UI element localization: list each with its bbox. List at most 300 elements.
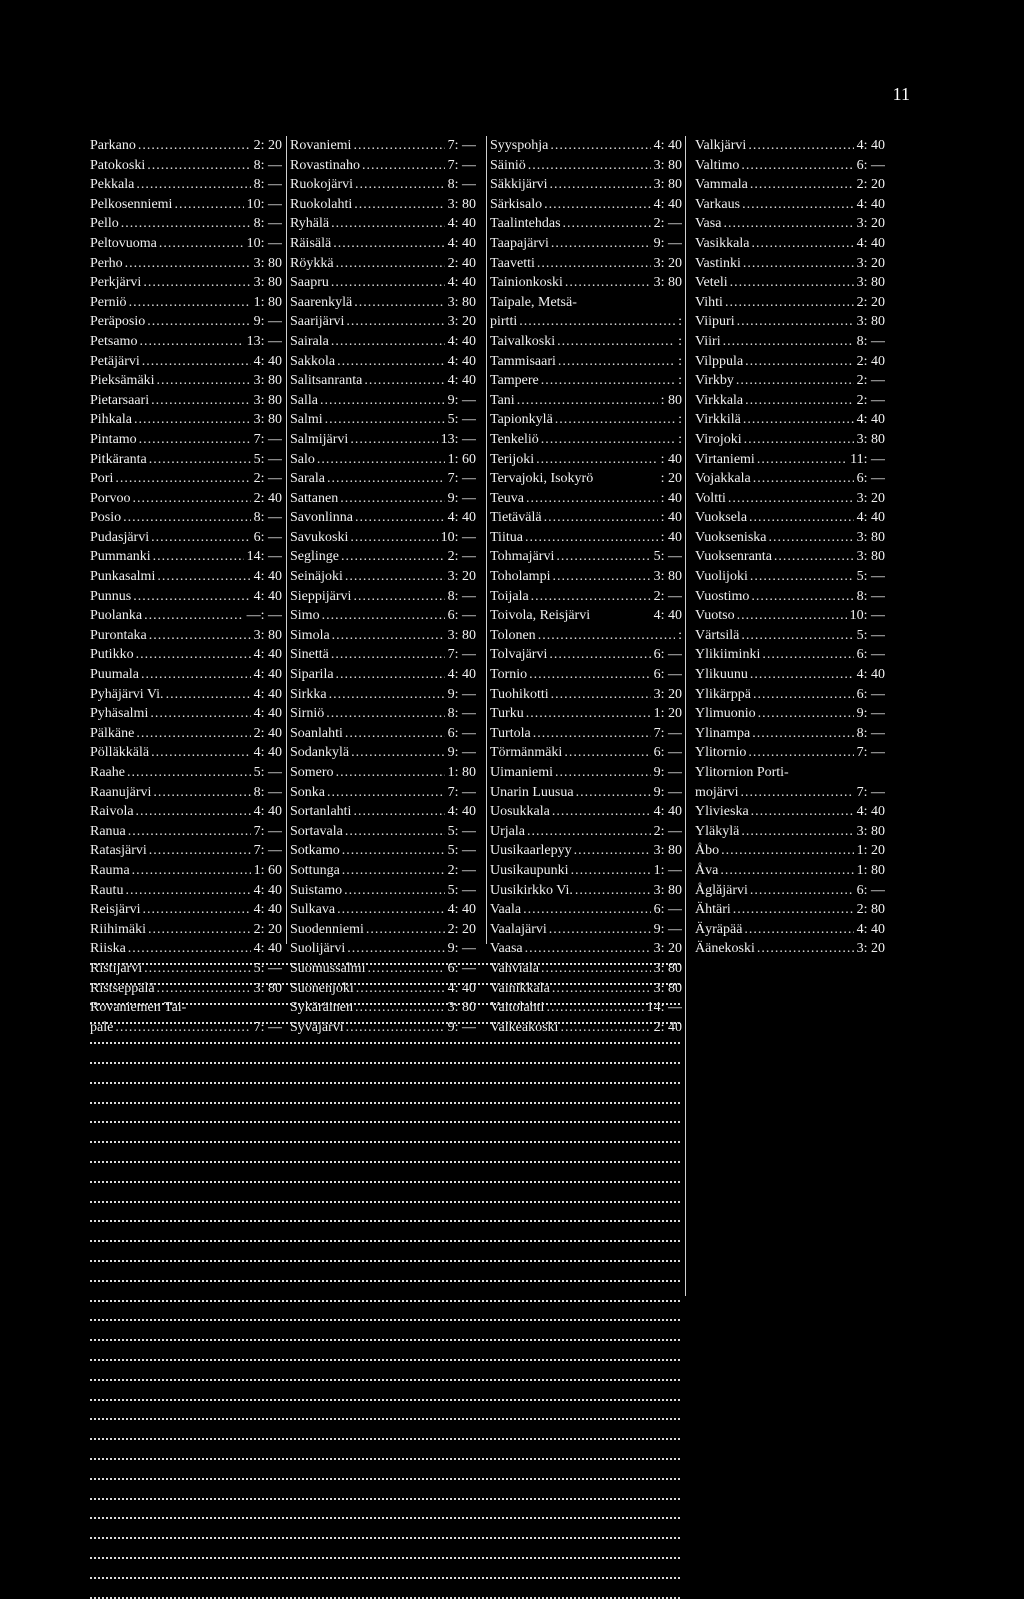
place-name: Riiska [90,941,126,957]
place-name: Rovaniemi [290,138,352,153]
blank-fill-line [90,1338,680,1341]
place-name: Somero [290,765,334,780]
price-entry [490,273,682,293]
price-value: 2: 80 [856,902,885,918]
place-name: Taivalkoski [490,333,556,349]
dot-leader [745,391,853,411]
place-name: Salmijärvi [290,431,349,447]
place-name: Sinettä [290,647,329,663]
price-value: 4: 40 [447,980,476,996]
price-entry [290,763,476,783]
price-entry [90,136,282,156]
price-entry [90,352,282,372]
dot-leader [125,254,251,274]
dot-leader [751,802,854,822]
place-name: Tolonen [490,627,536,643]
place-name: Salmi [290,412,323,428]
price-entry [695,528,885,548]
place-name: Ylitornio [695,745,747,761]
price-entry [490,469,682,489]
price-value: 2: 40 [653,1019,682,1035]
place-name: Vuotso [695,608,735,624]
place-name: Tietävälä [490,510,542,526]
column-divider [286,136,287,944]
price-entry [90,489,282,509]
place-name: Tainionkoski [490,275,563,291]
dot-leader [149,450,251,470]
price-value: 2: — [653,588,682,604]
price-value: 2: 40 [253,490,282,506]
price-value: 1: 60 [253,862,282,878]
price-entry [90,881,282,901]
price-entry [90,469,282,489]
price-entry [490,156,682,176]
price-entry [90,783,282,803]
place-name: Äyräpää [695,921,743,937]
place-name: Pietarsaari [90,392,150,408]
place-name: Taavetti [490,255,535,271]
place-name: Pölläkkälä [90,745,150,761]
price-entry [290,293,476,313]
dot-leader [757,450,847,470]
price-entry [90,391,282,411]
price-entry [90,254,282,274]
blank-fill-line [90,1160,680,1163]
place-name: Salla [290,392,318,408]
price-entry [290,802,476,822]
price-entry [490,606,682,626]
dot-leader [144,606,244,626]
dot-leader [322,606,445,626]
dot-leader [556,547,650,567]
price-column-2 [290,136,476,1037]
price-entry [490,822,682,842]
place-name: Perho [90,255,123,271]
place-name: Sodankylä [290,745,350,761]
price-value: : [678,431,682,447]
place-name: Vainikkala [490,980,550,996]
price-entry [290,920,476,940]
price-entry [490,783,682,803]
place-name: Pieksämäki [90,373,155,389]
blank-fill-line [90,1398,680,1401]
place-name: Taapajärvi [490,235,549,251]
price-value: 8: — [253,216,282,232]
price-value: 4: 40 [447,275,476,291]
price-value: : [678,412,682,428]
dot-leader [737,312,854,332]
price-entry [90,156,282,176]
dot-leader [336,665,445,685]
price-entry [490,626,682,646]
dot-leader [332,626,445,646]
place-name: Punkasalmi [90,569,156,585]
price-entry [490,214,682,234]
dot-leader [541,371,675,391]
price-entry [290,273,476,293]
place-name: Räisälä [290,235,332,251]
price-value: 7: — [253,843,282,859]
dot-leader [750,175,854,195]
place-name: Äänekoski [695,941,755,957]
price-value: 4: 40 [856,196,885,212]
price-value: 8: — [253,157,282,173]
price-entry [290,175,476,195]
price-entry [90,802,282,822]
dot-leader [331,332,445,352]
dot-leader [517,391,658,411]
dot-leader [362,156,445,176]
price-value: 7: — [253,1019,282,1035]
price-entry [695,685,885,705]
price-value: 8: — [447,706,476,722]
price-value: 6: — [856,157,885,173]
dot-leader [551,234,651,254]
price-value: 4: 40 [447,216,476,232]
place-name: Perkjärvi [90,275,142,291]
price-entry [290,547,476,567]
place-name: Tapionkylä [490,412,553,428]
place-name: Peräposio [90,314,146,330]
page-number: 11 [892,84,910,104]
price-entry [695,195,885,215]
dot-leader [526,489,658,509]
dot-leader [151,528,251,548]
blank-fill-line [90,1576,680,1579]
dot-leader [132,489,250,509]
blank-fill-line [90,1497,680,1500]
dot-leader [723,332,854,352]
price-value: : 40 [660,510,682,526]
price-value: : [678,333,682,349]
column-divider [685,136,686,1296]
price-value: 6: — [653,647,682,663]
blank-fill-line [90,1200,680,1203]
dot-leader [537,254,651,274]
dot-leader [143,900,251,920]
price-value: 9: — [653,765,682,780]
place-name: Pelkosenniemi [90,196,173,212]
blank-fill-line [90,1259,680,1262]
place-name: Vihti [695,294,723,310]
dot-leader [347,939,444,959]
price-value: 2: 20 [856,177,885,193]
price-entry [695,861,885,881]
price-entry [90,645,282,665]
price-entry [490,136,682,156]
price-entry [90,293,282,313]
price-entry [290,567,476,587]
dot-leader [528,156,651,176]
price-value: 4: 40 [253,745,282,761]
dot-leader [550,136,650,156]
price-value: 5: — [447,843,476,859]
column-divider [486,136,487,944]
price-entry [490,861,682,881]
place-name: Savukoski [290,529,349,545]
price-value: 1: — [653,862,682,878]
dot-leader [153,547,244,567]
place-name: Valkeakoski [490,1019,559,1035]
price-value: 4: 40 [253,941,282,957]
blank-fill-line [90,1279,680,1282]
dot-leader [743,254,854,274]
dot-leader [549,645,650,665]
price-value: 3: 20 [653,255,682,271]
place-name: Saarijärvi [290,314,345,330]
price-value: 6: — [856,882,885,898]
place-name: Sottunga [290,862,340,878]
price-entry [490,410,682,430]
dot-leader [527,822,651,842]
blank-fill-line [90,1021,680,1024]
price-value: 4: 40 [447,333,476,349]
price-value: 2: — [856,392,885,408]
price-entry [90,626,282,646]
dot-leader [571,861,651,881]
price-value: 10: — [849,608,885,624]
place-name: Sakkola [290,353,336,369]
price-value: 8: — [447,177,476,193]
price-value: 11: — [850,451,885,467]
place-name: Vasa [695,216,722,232]
price-entry [290,410,476,430]
dot-leader [364,371,444,391]
price-value: 2: 20 [253,138,282,153]
dot-leader [564,743,650,763]
dot-leader [150,704,250,724]
price-entry [90,371,282,391]
price-entry [490,724,682,744]
price-entry [290,469,476,489]
place-name: Puolanka [90,608,143,624]
place-name: Ranua [90,823,126,839]
price-entry [695,332,885,352]
price-entry [90,724,282,744]
price-value: 3: 80 [653,569,682,585]
price-entry [695,900,885,920]
price-value: 10: — [246,235,282,251]
price-value: 3: 80 [253,627,282,643]
price-entry [290,352,476,372]
price-value: 5: — [447,882,476,898]
price-value: 2: 40 [447,255,476,271]
place-name: Pihkala [90,412,132,428]
place-name: Toholampi [490,569,551,585]
blank-fill-line [90,1299,680,1302]
price-entry [490,743,682,763]
place-name: Sirniö [290,706,325,722]
place-name: Viiri [695,333,721,349]
place-name: Turtola [490,725,531,741]
dot-leader [750,665,854,685]
price-entry [90,606,282,626]
dot-leader [139,430,251,450]
place-name: Seglinge [290,549,339,565]
place-name: Virkkala [695,392,744,408]
dot-leader [123,508,250,528]
price-entry [695,469,885,489]
dot-leader [531,587,651,607]
price-entry [290,371,476,391]
price-value: 9: — [447,686,476,702]
price-entry [490,841,682,861]
price-value: 5: — [856,627,885,643]
price-entry [695,254,885,274]
blank-fill-line [90,1219,680,1222]
dot-leader [355,508,445,528]
dot-leader [351,743,445,763]
price-entry [90,743,282,763]
dot-leader [752,724,853,744]
dot-leader [350,430,437,450]
place-name: Rautu [90,882,124,898]
price-value: : 80 [660,392,682,408]
price-value: 7: — [447,647,476,663]
price-entry [290,606,476,626]
price-value: 6: — [653,745,682,761]
place-name: Purontaka [90,627,147,643]
price-entry [695,214,885,234]
price-value: 2: — [253,471,282,487]
price-value: 3: 80 [253,392,282,408]
place-name: Säiniö [490,157,526,173]
dot-leader [353,802,444,822]
price-value: 6: — [447,725,476,741]
place-name: Vastinki [695,255,741,271]
place-name: Vaala [490,902,522,918]
price-entry [490,900,682,920]
place-name: Ylitornion Porti- [695,765,789,780]
dot-leader [555,410,675,430]
price-entry [490,920,682,940]
price-entry [90,822,282,842]
price-value: 4: 40 [253,706,282,722]
price-entry [490,254,682,274]
place-name: pirtti [490,314,518,330]
price-value: 7: — [856,784,885,800]
price-entry [695,920,885,940]
price-entry [490,645,682,665]
price-value: 4: 40 [253,647,282,663]
price-entry [290,254,476,274]
price-value: 9: — [447,392,476,408]
price-value: 3: 20 [856,255,885,271]
dot-leader [127,763,251,783]
dot-leader [337,900,445,920]
price-value: 5: — [653,549,682,565]
price-entry [695,136,885,156]
price-entry [290,156,476,176]
price-value: 13: — [440,431,476,447]
price-entry [90,430,282,450]
place-name: Vaasa [490,941,523,957]
place-name: Suodenniemi [290,921,364,937]
price-entry [490,763,682,783]
dot-leader [525,528,658,548]
place-name: Säkkijärvi [490,177,548,193]
dot-leader [774,547,854,567]
price-value: 3: 20 [856,941,885,957]
blank-fill-line [90,1318,680,1321]
price-column-4 [695,136,885,959]
dot-leader [538,626,675,646]
dot-leader [762,645,853,665]
price-value: 2: 20 [447,921,476,937]
dot-leader [744,920,853,940]
place-name: Rauma [90,862,130,878]
blank-fill-line [90,962,680,965]
blank-fill-line [90,1002,680,1005]
price-value: 3: 80 [447,627,476,643]
place-name: Yläkylä [695,823,740,839]
dot-leader [354,195,444,215]
dot-leader [753,469,854,489]
place-name: Voltti [695,490,726,506]
place-name: Porvoo [90,490,131,506]
blank-fill-line [90,1378,680,1381]
price-value: : 40 [660,451,682,467]
place-name: Vasikkala [695,235,750,251]
place-name: Tiitua [490,529,523,545]
price-value: 6: — [447,960,476,976]
place-name: Ylivieska [695,804,749,820]
price-value: 7: — [447,157,476,173]
price-entry [490,450,682,470]
price-value: 7: — [447,471,476,487]
place-name: Pitkäranta [90,451,147,467]
place-name: Tenkeliö [490,431,539,447]
dot-leader [575,881,651,901]
price-entry [695,371,885,391]
dot-leader [743,410,854,430]
dot-leader [557,332,675,352]
price-entry [90,861,282,881]
place-name: Sonka [290,784,325,800]
place-name: Vuokseniska [695,529,767,545]
dot-leader [342,861,445,881]
price-entry [695,724,885,744]
dot-leader [331,214,445,234]
place-name: Valkjärvi [695,138,747,153]
price-value: 2: 20 [253,921,282,937]
price-value: 2: — [447,862,476,878]
price-entry [490,175,682,195]
blank-fill-line [90,1556,680,1559]
price-entry [90,704,282,724]
dot-leader [768,528,853,548]
blank-fill-line [90,1477,680,1480]
place-name: Syväjärvi [290,1019,344,1035]
price-value: 9: — [447,490,476,506]
price-value: 3: 80 [856,275,885,291]
price-value: 3: 20 [856,216,885,232]
place-name: Perniö [90,294,127,310]
price-entry [90,920,282,940]
price-value: 4: 40 [253,588,282,604]
price-entry [695,606,885,626]
price-entry [490,371,682,391]
price-value: 7: — [253,431,282,447]
place-name: Uosukkala [490,804,550,820]
dot-leader [128,939,251,959]
dot-leader [723,214,853,234]
price-value: 4: 40 [253,902,282,918]
price-value: 3: 20 [856,490,885,506]
dot-leader [526,704,651,724]
dot-leader [336,254,445,274]
price-entry [490,430,682,450]
